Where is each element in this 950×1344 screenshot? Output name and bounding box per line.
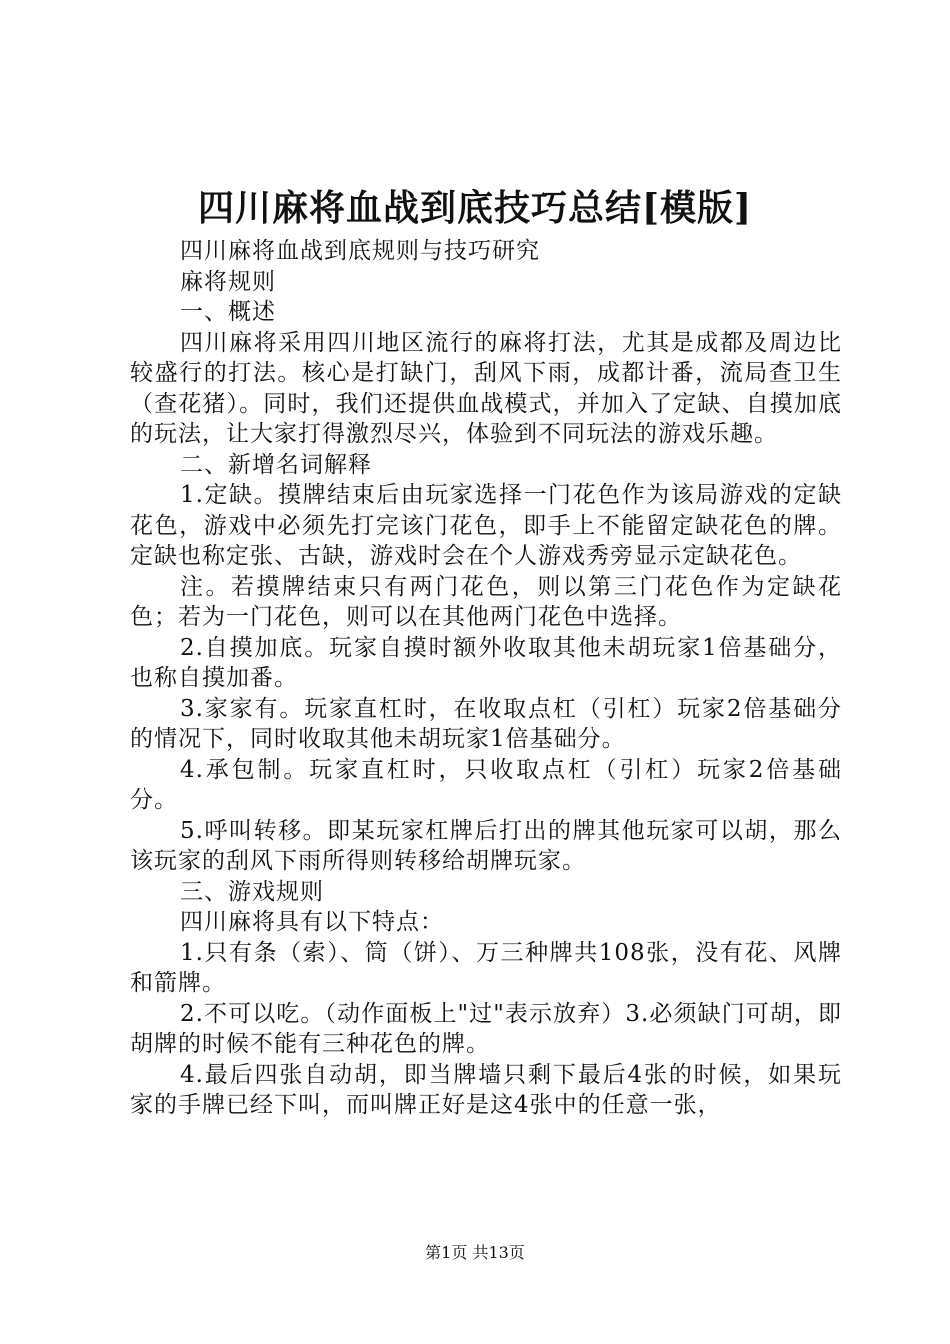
paragraph: 1.只有条（索）、筒（饼）、万三种牌共108张，没有花、风牌和箭牌。 — [130, 939, 842, 996]
document-title: 四川麻将血战到底技巧总结[模版] — [197, 187, 753, 229]
paragraph: 2.自摸加底。玩家自摸时额外收取其他未胡玩家1倍基础分，也称自摸加番。 — [130, 634, 842, 691]
paragraph: 1.定缺。摸牌结束后由玩家选择一门花色作为该局游戏的定缺花色，游戏中必须先打完该门花色，即手上不能留定缺花色的牌。定缺也称定张、古缺，游戏时会在个人游戏秀旁显示定缺花色。 — [130, 482, 842, 569]
paragraph: 麻将规则 — [180, 268, 276, 295]
paragraph: 四川麻将采用四川地区流行的麻将打法，尤其是成都及周边比较盛行的打法。核心是打缺门，刮风下雨，成都计番，流局查卫生（查花猪）。同时，我们还提供血战模式，并加入了定缺、自摸加底的玩法，让大家打得激烈尽兴，体验到不同玩法的游戏乐趣。 — [130, 329, 842, 447]
paragraph: 3.家家有。玩家直杠时，在收取点杠（引杠）玩家2倍基础分的情况下，同时收取其他未胡玩家1倍基础分。 — [130, 695, 842, 752]
paragraph: 4.承包制。玩家直杠时，只收取点杠（引杠）玩家2倍基础分。 — [130, 756, 842, 813]
paragraph: 2.不可以吃。（动作面板上"过"表示放弃）3.必须缺门可胡，即胡牌的时候不能有三种花色的牌。 — [130, 1000, 842, 1057]
paragraph: 四川麻将血战到底规则与技巧研究 — [180, 238, 540, 264]
document-body — [130, 236, 842, 1121]
section-heading: 三、游戏规则 — [180, 878, 324, 905]
section-heading: 一、概述 — [180, 299, 276, 325]
paragraph: 四川麻将具有以下特点： — [180, 909, 444, 935]
section-heading: 二、新增名词解释 — [180, 451, 372, 478]
page-footer: 第1页 共13页 — [425, 1243, 525, 1262]
paragraph: 注。若摸牌结束只有两门花色，则以第三门花色作为定缺花色；若为一门花色，则可以在其他两门花色中选择。 — [130, 573, 842, 630]
paragraph: 5.呼叫转移。即某玩家杠牌后打出的牌其他玩家可以胡，那么该玩家的刮风下雨所得则转移给胡牌玩家。 — [130, 817, 842, 874]
paragraph: 4.最后四张自动胡，即当牌墙只剩下最后4张的时候，如果玩家的手牌已经下叫，而叫牌正好是这4张中的任意一张， — [130, 1061, 842, 1118]
